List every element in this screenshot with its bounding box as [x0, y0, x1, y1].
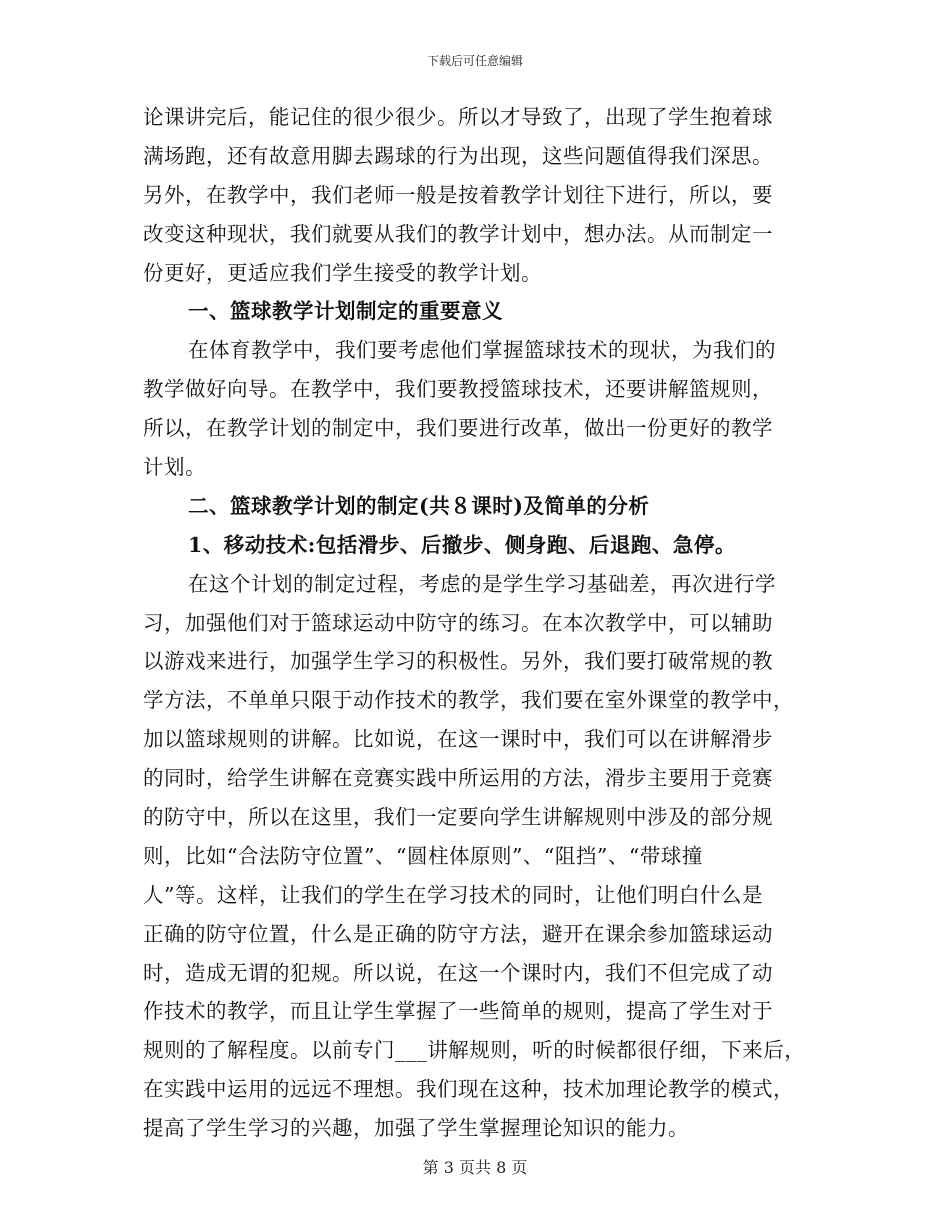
body-line: 作技术的教学，而且让学生掌握了一些简单的规则，提高了学生对于 [143, 999, 773, 1024]
body-line: 改变这种现状，我们就要从我们的教学计划中，想办法。从而制定一 [143, 221, 773, 246]
body-line: 所以，在教学计划的制定中，我们要进行改革，做出一份更好的教学 [143, 416, 773, 441]
body-line: 以游戏来进行，加强学生学习的积极性。另外，我们要打破常规的教 [143, 649, 773, 674]
body-line: 在实践中运用的远远不理想。我们现在这种，技术加理论教学的模式， [143, 1077, 794, 1102]
document-body [143, 98, 811, 1148]
paragraph-start: 在这个计划的制定过程，考虑的是学生学习基础差，再次进行学 [188, 571, 776, 596]
paragraph-start: 在体育教学中，我们要考虑他们掌握篮球技术的现状，为我们的 [188, 338, 776, 363]
body-line: 学方法，不单单只限于动作技术的教学，我们要在室外课堂的教学中， [143, 688, 794, 713]
body-line: 习，加强他们对于篮球运动中防守的练习。在本次教学中，可以辅助 [143, 610, 773, 635]
body-line: 的同时，给学生讲解在竞赛实践中所运用的方法，滑步主要用于竞赛 [143, 766, 773, 791]
section-heading: 二、篮球教学计划的制定(共８课时)及简单的分析 [188, 493, 650, 518]
subsection-heading: 1、移动技术:包括滑步、后撤步、侧身跑、后退跑、急停。 [188, 532, 736, 557]
body-line: 人”等。这样，让我们的学生在学习技术的同时，让他们明白什么是 [143, 882, 763, 907]
body-line: 份更好，更适应我们学生接受的教学计划。 [143, 260, 542, 285]
body-line: 则，比如“合法防守位置”、“圆柱体原则”、“阻挡”、“带球撞 [143, 843, 703, 868]
body-line: 提高了学生学习的兴趣，加强了学生掌握理论知识的能力。 [143, 1116, 689, 1141]
body-line: 规则的了解程度。以前专门___讲解规则，听的时候都很仔细，下来后， [143, 1038, 806, 1063]
body-line: 计划。 [143, 455, 206, 480]
body-line: 另外，在教学中，我们老师一般是按着教学计划往下进行，所以，要 [143, 182, 773, 207]
body-line: 论课讲完后，能记住的很少很少。所以才导致了，出现了学生抱着球 [143, 105, 773, 129]
body-line: 满场跑，还有故意用脚去踢球的行为出现，这些问题值得我们深思。 [143, 143, 773, 168]
page-header: 下载后可任意编辑 [426, 54, 523, 68]
page-number: 第 3 页共 8 页 [422, 1158, 528, 1177]
body-line: 的防守中，所以在这里，我们一定要向学生讲解规则中涉及的部分规 [143, 805, 773, 830]
body-line: 时，造成无谓的犯规。所以说，在这一个课时内，我们不但完成了动 [143, 960, 773, 985]
body-line: 正确的防守位置，什么是正确的防守方法，避开在课余参加篮球运动 [143, 921, 773, 946]
body-line: 教学做好向导。在教学中，我们要教授篮球技术，还要讲解篮规则， [143, 377, 773, 402]
section-heading: 一、篮球教学计划制定的重要意义 [188, 299, 503, 324]
body-line: 加以篮球规则的讲解。比如说，在这一课时中，我们可以在讲解滑步 [143, 727, 773, 752]
